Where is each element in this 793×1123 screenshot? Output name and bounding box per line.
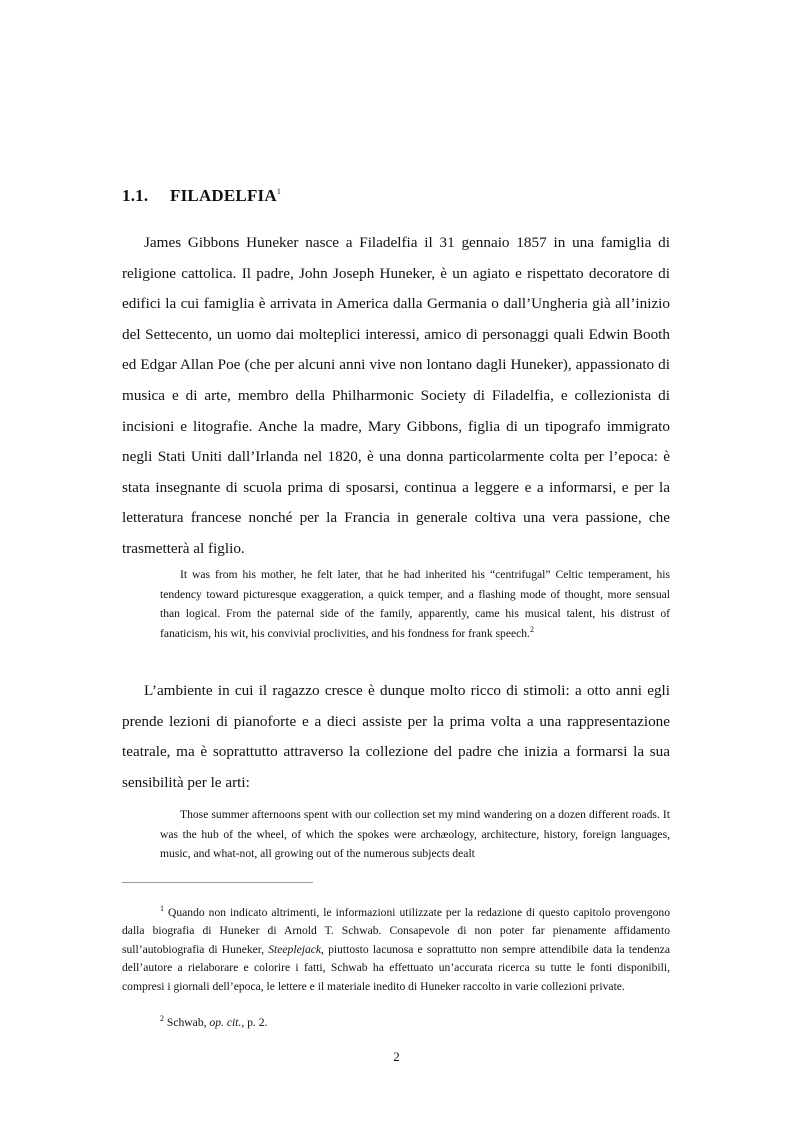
footnote-mark: 1 [160,904,164,913]
quote-text: Those summer afternoons spent with our collection set my mind wandering on a dozen different roads. It was the hub of the wheel, of which the spokes were archæology, architecture, history, foreign languages, music, and what-not, all growing out of the numerous subjects dealt [160,808,670,861]
section-number: 1.1. [122,186,149,205]
footnote-text: , p. 2. [241,1016,268,1029]
block-quote [160,565,670,643]
footnote-italic-title: op. cit. [209,1016,242,1029]
heading-footnote-ref: 1 [276,187,282,196]
footnote [122,1014,670,1032]
footnote-italic-title: Steeplejack [268,942,322,956]
block-quote [160,805,670,864]
footnote-mark: 2 [160,1014,164,1023]
footnote-text: Schwab, [166,1016,210,1029]
quote-footnote-ref: 2 [529,624,534,634]
page-number: 2 [393,1049,400,1064]
section-heading [122,186,281,206]
footnote [122,904,670,996]
section-title: FILADELFIA [170,186,277,205]
footnote-separator [122,882,313,883]
quote-text: It was from his mother, he felt later, that he had inherited his “centrifugal” Celtic temperament, his tendency toward picturesque exaggeration, a quick temper, and a flashing mode of thought, more sensual than logical. From the paternal side of the family, apparently, came his musical talent, his distrust of fanaticism, his wit, his convivial proclivities, and his fondness for frank speech. [160,568,670,640]
body-paragraph: James Gibbons Huneker nasce a Filadelfia il 31 gennaio 1857 in una famiglia di religione cattolica. Il padre, John Joseph Huneker, è un agiato e rispettato decoratore di edifici la cui famiglia è arrivata in America dalla Germania o dall’Ungheria già all’inizio del Settecento, un uomo dai molteplici interessi, amico di personaggi quali Edwin Booth ed Edgar Allan Poe (che per alcuni anni vive non lontano dagli Huneker), appassionato di musica e di arte, membro della Philharmonic Society di Filadelfia, e collezionista di incisioni e litografie. Anche la madre, Mary Gibbons, figlia di un tipografo immigrato negli Stati Uniti dall’Irlanda nel 1820, è una donna particolarmente colta per l’epoca: è stata insegnante di scuola prima di sposarsi, continua a leggere e a informarsi, e per la letteratura francese nonché per la Francia in generale coltiva una vera passione, che trasmetterà al figlio. [122,234,670,557]
footnote-text: Quando non indicato altrimenti, le informazioni utilizzate per la redazione di questo capitolo provengono dalla biografia di Huneker di Arnold T. Schwab. Consapevole di non poter far pienamente affidamento sull’autobiografia di Huneker, [122,906,670,956]
body-paragraph: L’ambiente in cui il ragazzo cresce è dunque molto ricco di stimoli: a otto anni egli prende lezioni di pianoforte e a dieci assiste per la prima volta a una rappresentazione teatrale, ma è soprattutto attraverso la collezione del padre che inizia a formarsi la sua sensibilità per le arti: [122,682,670,791]
footnote-text: , piuttosto lacunosa e soprattutto non sempre attendibile data la tendenza dell’autore a rielaborare e colorire i fatti, Schwab ha effettuato un’accurata ricerca su tutte le fonti disponibili, compresi i giornali dell’epoca, le lettere e il materiale inedito di Huneker raccolto in varie collezioni private. [122,942,670,993]
